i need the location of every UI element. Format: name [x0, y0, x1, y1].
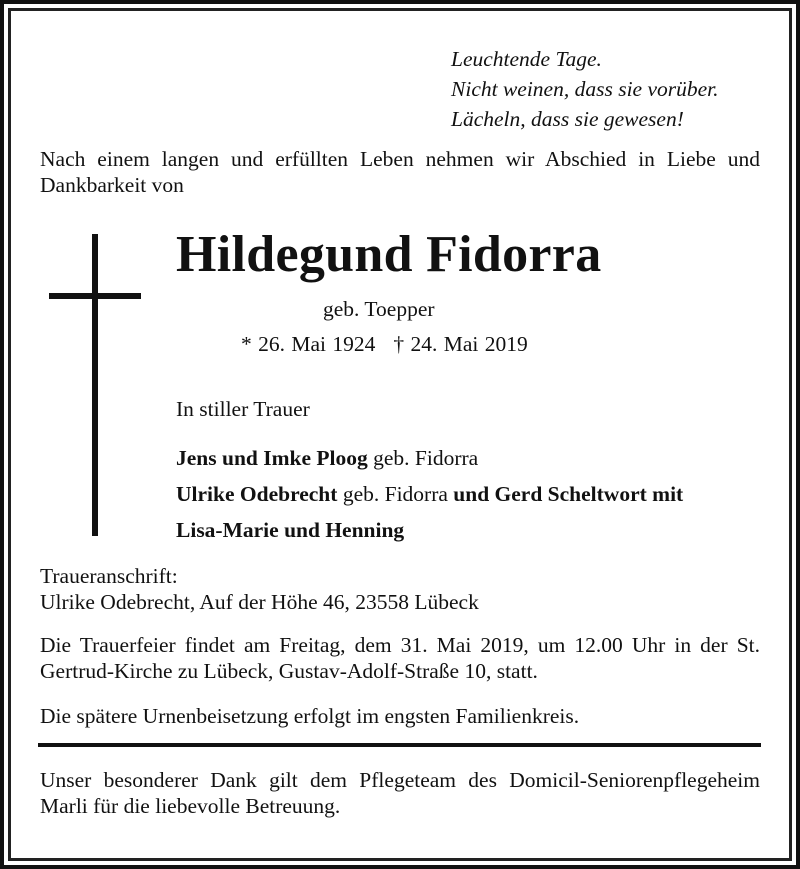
birth-date: * 26. Mai 1924: [241, 332, 376, 356]
burial-info: Die spätere Urnenbeisetzung erfolgt im engsten Familienkreis.: [40, 704, 580, 728]
mourner-name: Lisa-Marie und Henning: [176, 518, 405, 542]
mourner-note: geb. Fidorra: [337, 482, 454, 506]
address-label: Traueranschrift:: [40, 564, 178, 588]
cross-horizontal-bar: [49, 293, 141, 299]
maiden-name: geb. Toepper: [323, 297, 435, 321]
thanks-text: Unser besonderer Dank gilt dem Pflegeteam des Domicil-Seniorenpflegeheim Marli für die liebevolle Betreuung.: [40, 768, 760, 818]
death-date: † 24. Mai 2019: [393, 332, 528, 356]
mourner-line: [176, 445, 478, 471]
deceased-name: Hildegund Fidorra: [176, 226, 602, 283]
address-value: Ulrike Odebrecht, Auf der Höhe 46, 23558 Lübeck: [40, 590, 479, 614]
motto-line: Leuchtende Tage.: [451, 47, 602, 71]
mourner-line: [176, 517, 404, 543]
inner-border: [8, 8, 792, 861]
intro-text: Nach einem langen und erfüllten Leben nehmen wir Abschied in Liebe und Dankbarkeit von: [40, 147, 760, 197]
service-info: Die Trauerfeier findet am Freitag, dem 31. Mai 2019, um 12.00 Uhr in der St. Gertrud-Kirche zu Lübeck, Gustav-Adolf-Straße 10, statt.: [40, 633, 760, 683]
divider: [38, 743, 761, 747]
mourner-note: geb. Fidorra: [367, 446, 479, 470]
cross-vertical-bar: [92, 234, 98, 536]
motto-line: Nicht weinen, dass sie vorüber.: [451, 77, 719, 101]
mourning-heading: In stiller Trauer: [176, 397, 310, 421]
mourner-name: Jens und Imke Ploog: [176, 446, 368, 470]
mourner-name: Ulrike Odebrecht: [176, 482, 338, 506]
mourner-line: [176, 481, 683, 507]
mourner-name: und Gerd Scheltwort mit: [453, 482, 684, 506]
motto-line: Lächeln, dass sie gewesen!: [451, 107, 684, 131]
motto-poem: [451, 44, 719, 134]
life-dates: [241, 331, 528, 357]
